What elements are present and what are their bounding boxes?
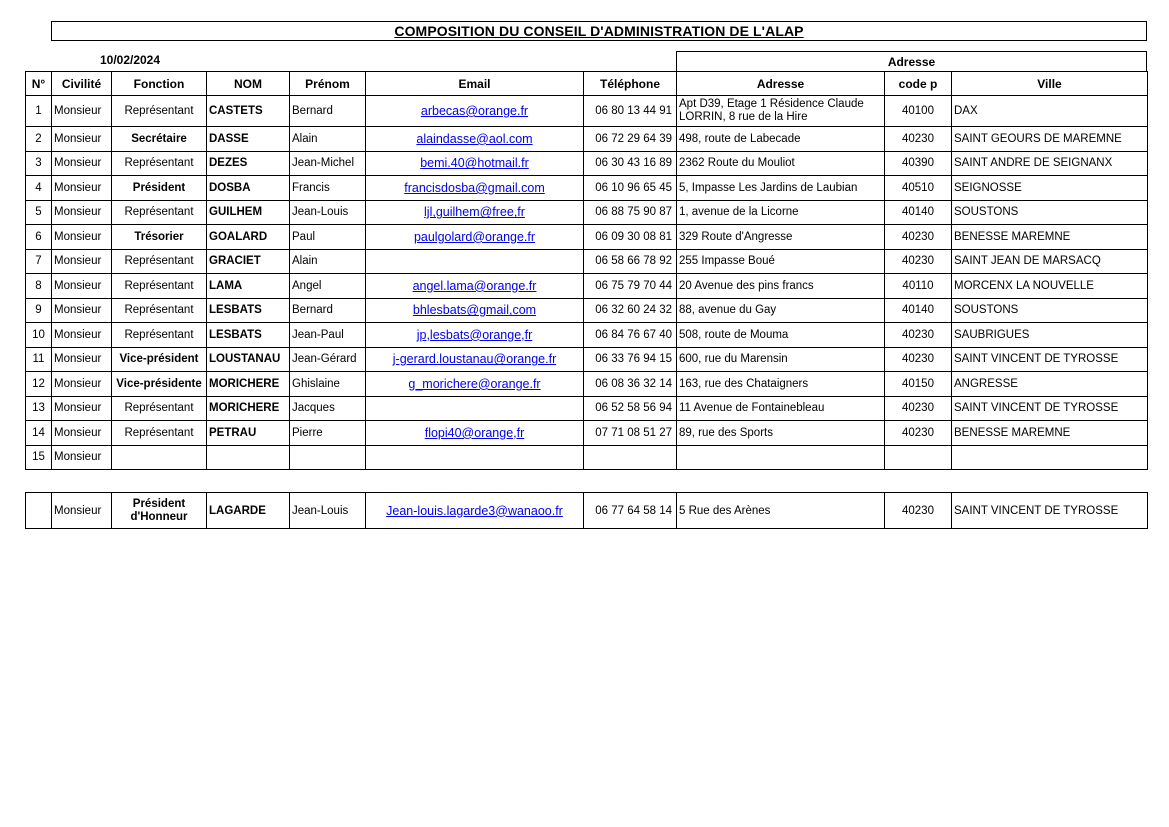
cell-fonction: Trésorier xyxy=(112,225,207,250)
table-row xyxy=(26,421,1148,446)
col-header-telephone: Téléphone xyxy=(584,72,677,96)
cell-prenom: Jean-Louis xyxy=(290,200,366,225)
cell-ville: SEIGNOSSE xyxy=(952,176,1148,201)
address-group-header: Adresse xyxy=(676,51,1147,71)
cell-ville: SAINT VINCENT DE TYROSSE xyxy=(952,396,1148,421)
col-header-ville: Ville xyxy=(952,72,1148,96)
table-row xyxy=(26,274,1148,299)
col-header-num: N° xyxy=(26,72,52,96)
col-header-adresse: Adresse xyxy=(677,72,885,96)
email-link[interactable]: Jean-louis.lagarde3@wanaoo.fr xyxy=(366,493,584,529)
cell-civilite: Monsieur xyxy=(52,176,112,201)
cell-code-postal: 40150 xyxy=(885,372,952,397)
cell-prenom: Pierre xyxy=(290,421,366,446)
document-date: 10/02/2024 xyxy=(99,53,161,67)
cell-nom: GRACIET xyxy=(207,249,290,274)
cell-telephone xyxy=(584,445,677,470)
cell-fonction: Vice-présidente xyxy=(112,372,207,397)
cell-adresse: Apt D39, Etage 1 Résidence Claude LORRIN, 8 rue de la Hire xyxy=(677,96,885,127)
cell-telephone: 06 84 76 67 40 xyxy=(584,323,677,348)
cell-nom: LAMA xyxy=(207,274,290,299)
cell-ville: ANGRESSE xyxy=(952,372,1148,397)
cell-civilite: Monsieur xyxy=(52,323,112,348)
cell-ville: BENESSE MAREMNE xyxy=(952,225,1148,250)
cell-telephone: 06 10 96 65 45 xyxy=(584,176,677,201)
cell-ville: BENESSE MAREMNE xyxy=(952,421,1148,446)
table-row xyxy=(26,372,1148,397)
cell-adresse: 163, rue des Chataigners xyxy=(677,372,885,397)
cell-adresse: 1, avenue de la Licorne xyxy=(677,200,885,225)
cell-ville: SAINT GEOURS DE MAREMNE xyxy=(952,127,1148,152)
cell-ville: SAINT VINCENT DE TYROSSE xyxy=(952,347,1148,372)
cell-nom: LESBATS xyxy=(207,323,290,348)
cell-fonction: Représentant xyxy=(112,200,207,225)
cell-telephone: 06 58 66 78 92 xyxy=(584,249,677,274)
cell-telephone: 06 75 79 70 44 xyxy=(584,274,677,299)
cell-telephone: 06 72 29 64 39 xyxy=(584,127,677,152)
cell-prenom: Jean-Louis xyxy=(290,493,366,529)
cell-fonction: Représentant xyxy=(112,274,207,299)
cell-adresse: 5, Impasse Les Jardins de Laubian xyxy=(677,176,885,201)
cell-telephone: 06 30 43 16 89 xyxy=(584,151,677,176)
cell-ville: DAX xyxy=(952,96,1148,127)
cell-telephone: 07 71 08 51 27 xyxy=(584,421,677,446)
cell-ville: SOUSTONS xyxy=(952,200,1148,225)
cell-num xyxy=(26,493,52,529)
col-header-prenom: Prénom xyxy=(290,72,366,96)
cell-nom: CASTETS xyxy=(207,96,290,127)
cell-num: 4 xyxy=(26,176,52,201)
cell-code-postal: 40230 xyxy=(885,323,952,348)
cell-num: 6 xyxy=(26,225,52,250)
cell-ville: SAINT VINCENT DE TYROSSE xyxy=(952,493,1148,529)
cell-civilite: Monsieur xyxy=(52,249,112,274)
cell-civilite: Monsieur xyxy=(52,493,112,529)
col-header-fonction: Fonction xyxy=(112,72,207,96)
honor-row xyxy=(26,493,1148,529)
table-row xyxy=(26,323,1148,348)
cell-adresse: 88, avenue du Gay xyxy=(677,298,885,323)
cell-civilite: Monsieur xyxy=(52,421,112,446)
cell-prenom: Bernard xyxy=(290,96,366,127)
cell-code-postal: 40230 xyxy=(885,127,952,152)
cell-nom: GOALARD xyxy=(207,225,290,250)
cell-adresse: 600, rue du Marensin xyxy=(677,347,885,372)
cell-civilite: Monsieur xyxy=(52,200,112,225)
cell-num: 10 xyxy=(26,323,52,348)
cell-nom: GUILHEM xyxy=(207,200,290,225)
cell-adresse: 11 Avenue de Fontainebleau xyxy=(677,396,885,421)
cell-civilite: Monsieur xyxy=(52,347,112,372)
cell-ville: SOUSTONS xyxy=(952,298,1148,323)
cell-nom: LESBATS xyxy=(207,298,290,323)
cell-code-postal: 40230 xyxy=(885,421,952,446)
cell-fonction: Représentant xyxy=(112,298,207,323)
cell-prenom: Jean-Gérard xyxy=(290,347,366,372)
cell-fonction: Président xyxy=(112,176,207,201)
cell-code-postal xyxy=(885,445,952,470)
email-link[interactable]: jp,lesbats@orange,fr xyxy=(366,323,584,348)
email-link[interactable]: g_morichere@orange.fr xyxy=(366,372,584,397)
cell-prenom: Jacques xyxy=(290,396,366,421)
email-link[interactable]: alaindasse@aol.com xyxy=(366,127,584,152)
cell-prenom: Alain xyxy=(290,249,366,274)
cell-telephone: 06 33 76 94 15 xyxy=(584,347,677,372)
email-link xyxy=(366,396,584,421)
cell-civilite: Monsieur xyxy=(52,396,112,421)
cell-num: 13 xyxy=(26,396,52,421)
cell-num: 2 xyxy=(26,127,52,152)
cell-civilite: Monsieur xyxy=(52,96,112,127)
table-row xyxy=(26,96,1148,127)
cell-fonction: Représentant xyxy=(112,421,207,446)
cell-nom: DOSBA xyxy=(207,176,290,201)
col-header-civilite: Civilité xyxy=(52,72,112,96)
cell-code-postal: 40230 xyxy=(885,249,952,274)
cell-telephone: 06 08 36 32 14 xyxy=(584,372,677,397)
cell-adresse: 329 Route d'Angresse xyxy=(677,225,885,250)
document-title-box xyxy=(51,21,1147,41)
table-row xyxy=(26,176,1148,201)
email-link[interactable]: francisdosba@gmail.com xyxy=(366,176,584,201)
cell-ville: SAUBRIGUES xyxy=(952,323,1148,348)
cell-ville: SAINT JEAN DE MARSACQ xyxy=(952,249,1148,274)
email-link xyxy=(366,445,584,470)
cell-num: 9 xyxy=(26,298,52,323)
cell-adresse: 498, route de Labecade xyxy=(677,127,885,152)
cell-prenom: Bernard xyxy=(290,298,366,323)
col-header-code-postal: code p xyxy=(885,72,952,96)
cell-nom: LAGARDE xyxy=(207,493,290,529)
table-row xyxy=(26,151,1148,176)
cell-fonction: Représentant xyxy=(112,396,207,421)
cell-ville xyxy=(952,445,1148,470)
cell-code-postal: 40230 xyxy=(885,347,952,372)
cell-adresse: 508, route de Mouma xyxy=(677,323,885,348)
cell-num: 14 xyxy=(26,421,52,446)
cell-fonction: Représentant xyxy=(112,151,207,176)
cell-prenom xyxy=(290,445,366,470)
cell-nom: DEZES xyxy=(207,151,290,176)
cell-civilite: Monsieur xyxy=(52,274,112,299)
cell-civilite: Monsieur xyxy=(52,372,112,397)
email-link[interactable]: arbecas@orange.fr xyxy=(366,96,584,127)
cell-civilite: Monsieur xyxy=(52,127,112,152)
cell-prenom: Jean-Michel xyxy=(290,151,366,176)
honorary-president-table xyxy=(25,492,1148,529)
cell-code-postal: 40140 xyxy=(885,298,952,323)
cell-num: 12 xyxy=(26,372,52,397)
cell-prenom: Ghislaine xyxy=(290,372,366,397)
cell-nom xyxy=(207,445,290,470)
cell-fonction xyxy=(112,445,207,470)
cell-nom: MORICHERE xyxy=(207,372,290,397)
cell-adresse: 255 Impasse Boué xyxy=(677,249,885,274)
cell-code-postal: 40110 xyxy=(885,274,952,299)
cell-fonction: Vice-président xyxy=(112,347,207,372)
cell-code-postal: 40510 xyxy=(885,176,952,201)
table-row xyxy=(26,200,1148,225)
cell-telephone: 06 80 13 44 91 xyxy=(584,96,677,127)
cell-ville: MORCENX LA NOUVELLE xyxy=(952,274,1148,299)
cell-prenom: Alain xyxy=(290,127,366,152)
cell-nom: LOUSTANAU xyxy=(207,347,290,372)
cell-adresse: 89, rue des Sports xyxy=(677,421,885,446)
table-row xyxy=(26,347,1148,372)
cell-num: 11 xyxy=(26,347,52,372)
col-header-email: Email xyxy=(366,72,584,96)
email-link[interactable]: ljl,guilhem@free,fr xyxy=(366,200,584,225)
cell-code-postal: 40140 xyxy=(885,200,952,225)
cell-nom: DASSE xyxy=(207,127,290,152)
cell-code-postal: 40230 xyxy=(885,225,952,250)
email-link[interactable]: bemi.40@hotmail.fr xyxy=(366,151,584,176)
email-link[interactable]: angel.lama@orange.fr xyxy=(366,274,584,299)
cell-prenom: Francis xyxy=(290,176,366,201)
cell-prenom: Angel xyxy=(290,274,366,299)
cell-code-postal: 40230 xyxy=(885,493,952,529)
table-row xyxy=(26,249,1148,274)
cell-prenom: Paul xyxy=(290,225,366,250)
cell-telephone: 06 32 60 24 32 xyxy=(584,298,677,323)
cell-fonction: Représentant xyxy=(112,96,207,127)
cell-civilite: Monsieur xyxy=(52,151,112,176)
cell-code-postal: 40390 xyxy=(885,151,952,176)
cell-fonction: Représentant xyxy=(112,323,207,348)
cell-civilite: Monsieur xyxy=(52,445,112,470)
cell-adresse: 20 Avenue des pins francs xyxy=(677,274,885,299)
cell-num: 3 xyxy=(26,151,52,176)
cell-ville: SAINT ANDRE DE SEIGNANX xyxy=(952,151,1148,176)
cell-nom: PETRAU xyxy=(207,421,290,446)
table-row xyxy=(26,127,1148,152)
cell-telephone: 06 09 30 08 81 xyxy=(584,225,677,250)
document-title: COMPOSITION DU CONSEIL D'ADMINISTRATION DE L'ALAP xyxy=(394,23,804,39)
email-link[interactable]: flopi40@orange,fr xyxy=(366,421,584,446)
table-row xyxy=(26,225,1148,250)
cell-civilite: Monsieur xyxy=(52,225,112,250)
email-link[interactable]: bhlesbats@gmail,com xyxy=(366,298,584,323)
board-members-table xyxy=(25,71,1148,470)
table-row xyxy=(26,396,1148,421)
email-link xyxy=(366,249,584,274)
email-link[interactable]: paulgolard@orange.fr xyxy=(366,225,584,250)
cell-fonction: Président d'Honneur xyxy=(112,493,207,529)
cell-num: 1 xyxy=(26,96,52,127)
cell-num: 15 xyxy=(26,445,52,470)
cell-prenom: Jean-Paul xyxy=(290,323,366,348)
cell-fonction: Représentant xyxy=(112,249,207,274)
email-link[interactable]: j-gerard.loustanau@orange.fr xyxy=(366,347,584,372)
cell-adresse: 5 Rue des Arènes xyxy=(677,493,885,529)
cell-code-postal: 40100 xyxy=(885,96,952,127)
table-header-row xyxy=(26,72,1148,96)
cell-nom: MORICHERE xyxy=(207,396,290,421)
cell-num: 7 xyxy=(26,249,52,274)
cell-adresse: 2362 Route du Mouliot xyxy=(677,151,885,176)
cell-telephone: 06 52 58 56 94 xyxy=(584,396,677,421)
cell-telephone: 06 77 64 58 14 xyxy=(584,493,677,529)
cell-telephone: 06 88 75 90 87 xyxy=(584,200,677,225)
cell-code-postal: 40230 xyxy=(885,396,952,421)
table-row xyxy=(26,298,1148,323)
col-header-nom: NOM xyxy=(207,72,290,96)
cell-adresse xyxy=(677,445,885,470)
cell-civilite: Monsieur xyxy=(52,298,112,323)
cell-fonction: Secrétaire xyxy=(112,127,207,152)
cell-num: 8 xyxy=(26,274,52,299)
cell-num: 5 xyxy=(26,200,52,225)
table-row xyxy=(26,445,1148,470)
